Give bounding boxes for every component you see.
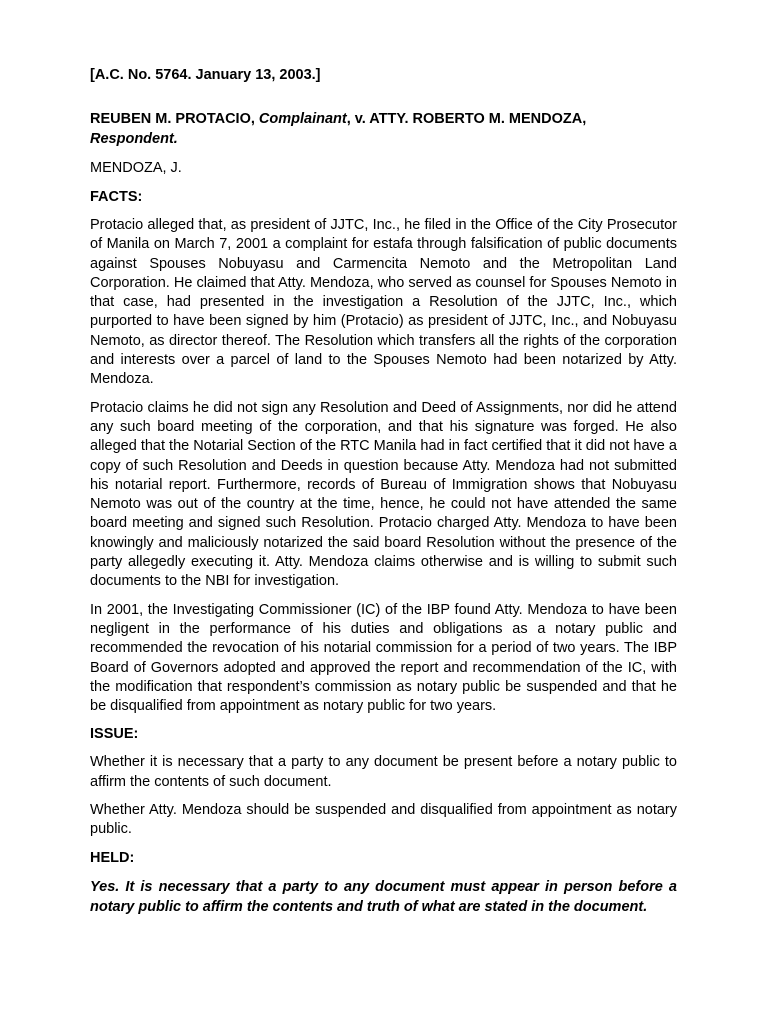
facts-paragraph: Protacio alleged that, as president of JJTC, Inc., he filed in the Office of the City Prosecutor of Manila on March 7, 2001 a complaint for estafa through falsification of public documents against Spouses Nobuyasu and Carmencita Nemoto and the Metropolitan Land Corporation. He claimed that Atty. Mendoza, who served as counsel for Spouses Nemoto in that case, had presented in the investigation a Resolution of the JJTC, Inc., which purported to have been signed by him (Protacio) as president of JJTC, Inc., and Nobuyasu Nemoto, as director thereof. The Resolution which transfers all the rights of the corporation and interests over a parcel of land to the Spouses Nemoto had been notarized by Atty. Mendoza. [90, 217, 677, 388]
issue-heading: ISSUE: [90, 726, 139, 743]
facts-heading: FACTS: [90, 189, 143, 205]
case-citation: [A.C. No. 5764. January 13, 2003.] [90, 67, 321, 83]
issue-paragraph: Whether it is necessary that a party to any document be present before a notary public to affirm the contents of such document. [90, 754, 677, 790]
document-page [90, 66, 677, 917]
case-parties [90, 109, 677, 149]
issue-paragraph: Whether Atty. Mendoza should be suspended and disqualified from appointment as notary public. [90, 802, 677, 838]
held-text: Yes. It is necessary that a party to any document must appear in person before a notary public to affirm the contents and truth of what are stated in the document. [90, 878, 677, 915]
held-heading: HELD: [90, 849, 135, 866]
complainant-role: Complainant [258, 111, 347, 127]
respondent-role: Respondent. [90, 131, 178, 147]
ponente: MENDOZA, J. [90, 160, 182, 176]
versus-respondent-name: , v. ATTY. ROBERTO M. MENDOZA, [346, 111, 587, 127]
facts-paragraph: In 2001, the Investigating Commissioner (IC) of the IBP found Atty. Mendoza to have been negligent in the performance of his duties and obligations as a notary public and recommended the revocation of his notarial commission for a period of two years. The IBP Board of Governors adopted and approved the report and recommendation of the IC, with the modification that respondent’s commission as notary public be suspended and that he be disqualified from appointment as notary public for two years. [90, 601, 677, 715]
complainant-name: REUBEN M. PROTACIO, [90, 111, 255, 127]
facts-paragraph: Protacio claims he did not sign any Resolution and Deed of Assignments, nor did he attend any such board meeting of the corporation, and that his signature was forged. He also alleged that the Notarial Section of the RTC Manila had in fact certified that it did not have a copy of such Resolution and Deeds in question because Atty. Mendoza had not submitted his notarial report. Furthermore, records of Bureau of Immigration shows that Nobuyasu Nemoto was out of the country at the time, hence, he could not have attended the same board meeting and signed such Resolution. Protacio charged Atty. Mendoza to have been knowingly and maliciously notarized the said board Resolution without the presence of the party allegedly executing it. Atty. Mendoza claims otherwise and is willing to submit such documents to the NBI for investigation. [90, 399, 677, 590]
